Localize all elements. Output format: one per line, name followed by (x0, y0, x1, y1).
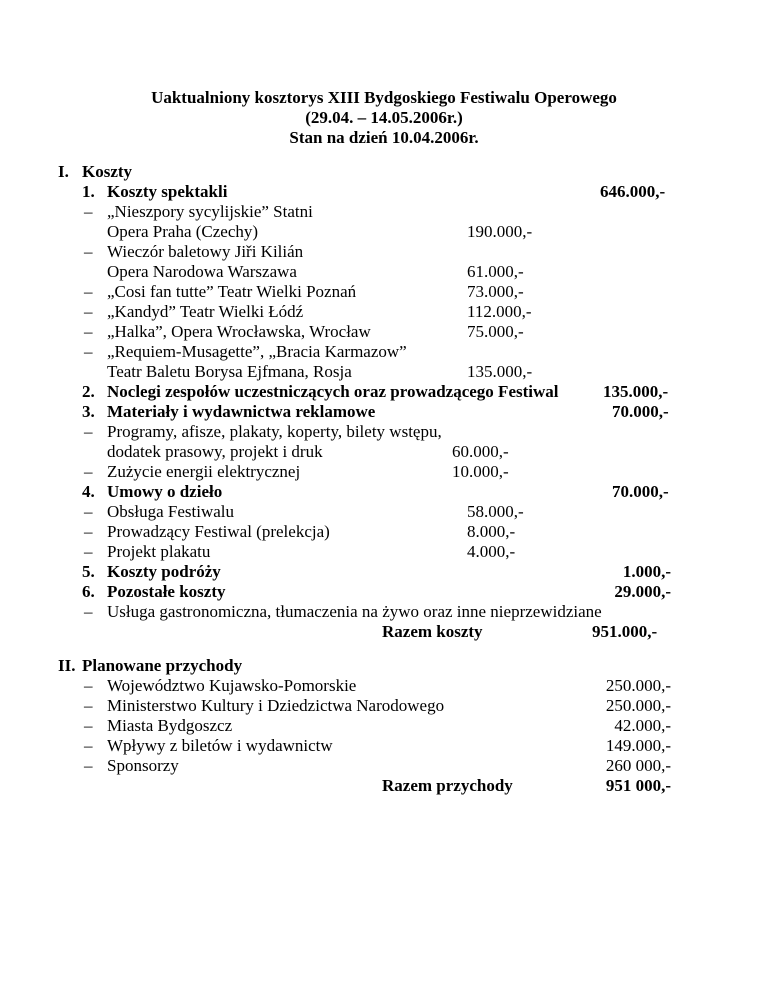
perf-0-line1: „Nieszpory sycylijskie” Statni (107, 202, 313, 221)
section-roman-1: I. (58, 162, 69, 181)
contract-2-label: Projekt plakatu (107, 542, 211, 561)
contract-2-amount: 4.000,- (467, 542, 516, 561)
perf-5-amount: 135.000,- (467, 362, 533, 381)
perf-1-line2: Opera Narodowa Warszawa (107, 262, 297, 281)
item-label-lodging: Noclegi zespołów uczestniczących oraz prowadzącego Festiwal (107, 382, 559, 401)
perf-1-amount: 61.000,- (467, 262, 524, 281)
perf-3-line1: „Kandyd” Teatr Wielki Łódź (107, 302, 304, 321)
section-roman-2: II. (58, 656, 76, 675)
dash: – (84, 716, 93, 735)
mat-0-line1: Programy, afisze, plakaty, koperty, bilety wstępu, (107, 422, 442, 441)
perf-0-line2: Opera Praha (Czechy) (107, 222, 259, 241)
title-line-3: Stan na dzień 10.04.2006r. (289, 128, 479, 147)
dash: – (84, 676, 93, 695)
item-num-3: 3. (82, 402, 95, 421)
revenue-2-label: Miasta Bydgoszcz (107, 716, 233, 735)
item-total-travel: 1.000,- (622, 562, 671, 581)
contract-1-amount: 8.000,- (467, 522, 516, 541)
item-total-contracts: 70.000,- (612, 482, 669, 501)
dash: – (84, 522, 93, 541)
revenue-4-amount: 260 000,- (605, 756, 671, 775)
item-label-travel: Koszty podróży (107, 562, 221, 581)
item-num-4: 4. (82, 482, 95, 501)
mat-1-line1: Zużycie energii elektrycznej (107, 462, 301, 481)
item-label-materials: Materiały i wydawnictwa reklamowe (107, 402, 376, 421)
perf-2-amount: 73.000,- (467, 282, 524, 301)
contract-1-label: Prowadzący Festiwal (prelekcja) (107, 522, 330, 541)
contract-0-amount: 58.000,- (467, 502, 524, 521)
section-title-revenue: Planowane przychody (82, 656, 243, 675)
dash: – (84, 342, 93, 361)
item-num-6: 6. (82, 582, 95, 601)
perf-0-amount: 190.000,- (467, 222, 533, 241)
perf-5-line2: Teatr Baletu Borysa Ejfmana, Rosja (107, 362, 352, 381)
perf-3-amount: 112.000,- (467, 302, 532, 321)
revenue-2-amount: 42.000,- (614, 716, 671, 735)
item-label-performances: Koszty spektakli (107, 182, 228, 201)
perf-4-amount: 75.000,- (467, 322, 524, 341)
dash: – (84, 502, 93, 521)
revenue-sum-value: 951 000,- (605, 776, 671, 795)
dash: – (84, 696, 93, 715)
dash: – (84, 322, 93, 341)
perf-1-line1: Wieczór baletowy Jiři Kilián (107, 242, 304, 261)
section-title-costs: Koszty (82, 162, 133, 181)
item-total-other: 29.000,- (614, 582, 671, 601)
mat-0-amount: 60.000,- (452, 442, 509, 461)
revenue-sum-label: Razem przychody (382, 776, 513, 795)
title-line-2: (29.04. – 14.05.2006r.) (305, 108, 463, 127)
title-line-1: Uaktualniony kosztorys XIII Bydgoskiego Festiwalu Operowego (151, 88, 617, 107)
dash: – (84, 302, 93, 321)
item-total-lodging: 135.000,- (603, 382, 669, 401)
dash: – (84, 202, 93, 221)
item-num-1: 1. (82, 182, 95, 201)
dash: – (84, 422, 93, 441)
revenue-1-amount: 250.000,- (605, 696, 671, 715)
item-total-materials: 70.000,- (612, 402, 669, 421)
item-total-performances: 646.000,- (600, 182, 666, 201)
dash: – (84, 282, 93, 301)
revenue-3-label: Wpływy z biletów i wydawnictw (107, 736, 333, 755)
mat-1-amount: 10.000,- (452, 462, 509, 481)
dash: – (84, 542, 93, 561)
revenue-0-label: Województwo Kujawsko-Pomorskie (107, 676, 357, 695)
dash: – (84, 242, 93, 261)
other-item-label: Usługa gastronomiczna, tłumaczenia na żywo oraz inne nieprzewidziane (107, 602, 602, 621)
contract-0-label: Obsługa Festiwalu (107, 502, 235, 521)
perf-5-line1: „Requiem-Musagette”, „Bracia Karmazow” (107, 342, 407, 361)
dash: – (84, 756, 93, 775)
item-num-5: 5. (82, 562, 95, 581)
revenue-3-amount: 149.000,- (605, 736, 671, 755)
perf-2-line1: „Cosi fan tutte” Teatr Wielki Poznań (107, 282, 357, 301)
item-label-other: Pozostałe koszty (107, 582, 226, 601)
mat-0-line2: dodatek prasowy, projekt i druk (107, 442, 323, 461)
dash: – (84, 736, 93, 755)
dash: – (84, 462, 93, 481)
revenue-4-label: Sponsorzy (107, 756, 179, 775)
dash: – (84, 602, 93, 621)
item-label-contracts: Umowy o dzieło (107, 482, 223, 501)
costs-sum-value: 951.000,- (592, 622, 658, 641)
item-num-2: 2. (82, 382, 95, 401)
costs-sum-label: Razem koszty (382, 622, 483, 641)
revenue-0-amount: 250.000,- (605, 676, 671, 695)
revenue-1-label: Ministerstwo Kultury i Dziedzictwa Narodowego (107, 696, 445, 715)
perf-4-line1: „Halka”, Opera Wrocławska, Wrocław (107, 322, 371, 341)
